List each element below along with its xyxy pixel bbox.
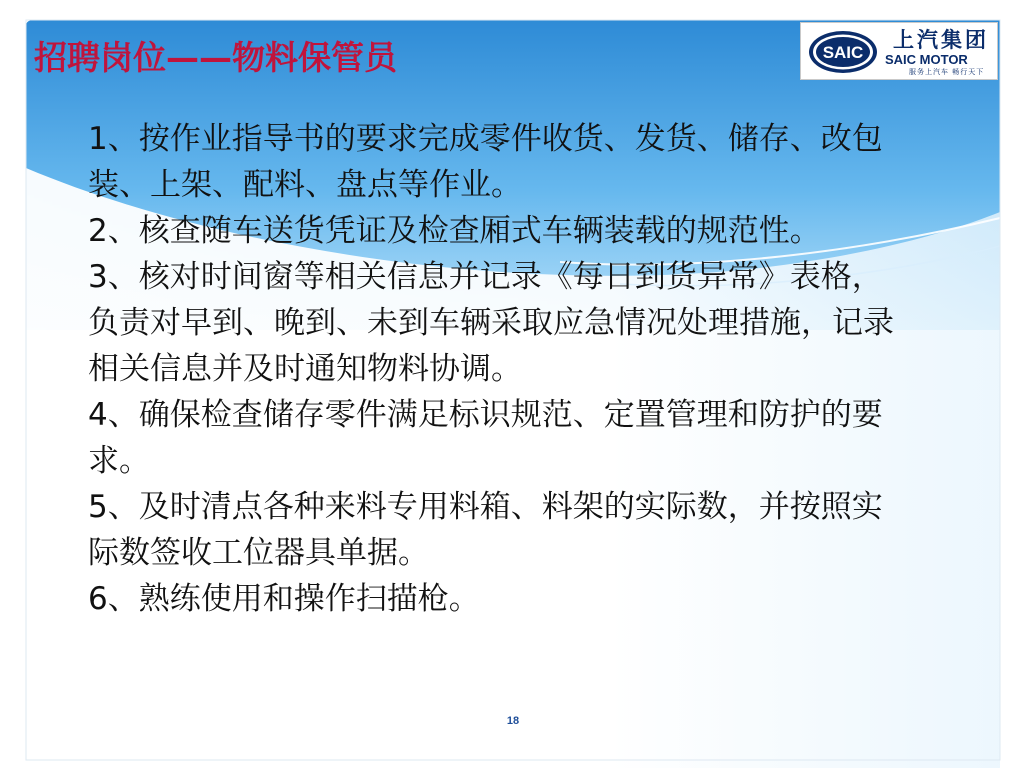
duty-item-6: 6、熟练使用和操作扫描枪。 <box>88 581 480 617</box>
duty-item-5: 5、及时清点各种来料专用料箱、料架的实际数，并按照实际数签收工位器具单据。 <box>88 489 883 571</box>
slide-title: 招聘岗位——物料保管员 <box>34 38 397 77</box>
saic-emblem-icon <box>807 29 879 75</box>
logo-slogan: 服务上汽车 畅行天下 <box>909 68 985 76</box>
duty-list <box>88 116 908 622</box>
duty-item-3: 3、核对时间窗等相关信息并记录《每日到货异常》表格，负责对早到、晚到、未到车辆采取应急情况处理措施，记录相关信息并及时通知物料协调。 <box>88 259 894 387</box>
duty-item-2: 2、核查随车送货凭证及检查厢式车辆装载的规范性。 <box>88 213 821 249</box>
duty-item-1: 1、按作业指导书的要求完成零件收货、发货、储存、改包装、上架、配料、盘点等作业。 <box>88 121 883 203</box>
emblem-text: SAIC <box>822 43 864 62</box>
saic-logo <box>800 22 998 80</box>
logo-english-name: SAIC MOTOR <box>885 52 968 67</box>
logo-chinese-name: 上汽集团 <box>893 28 989 52</box>
page-number: 18 <box>506 715 520 727</box>
duty-item-4: 4、确保检查储存零件满足标识规范、定置管理和防护的要求。 <box>88 397 883 479</box>
